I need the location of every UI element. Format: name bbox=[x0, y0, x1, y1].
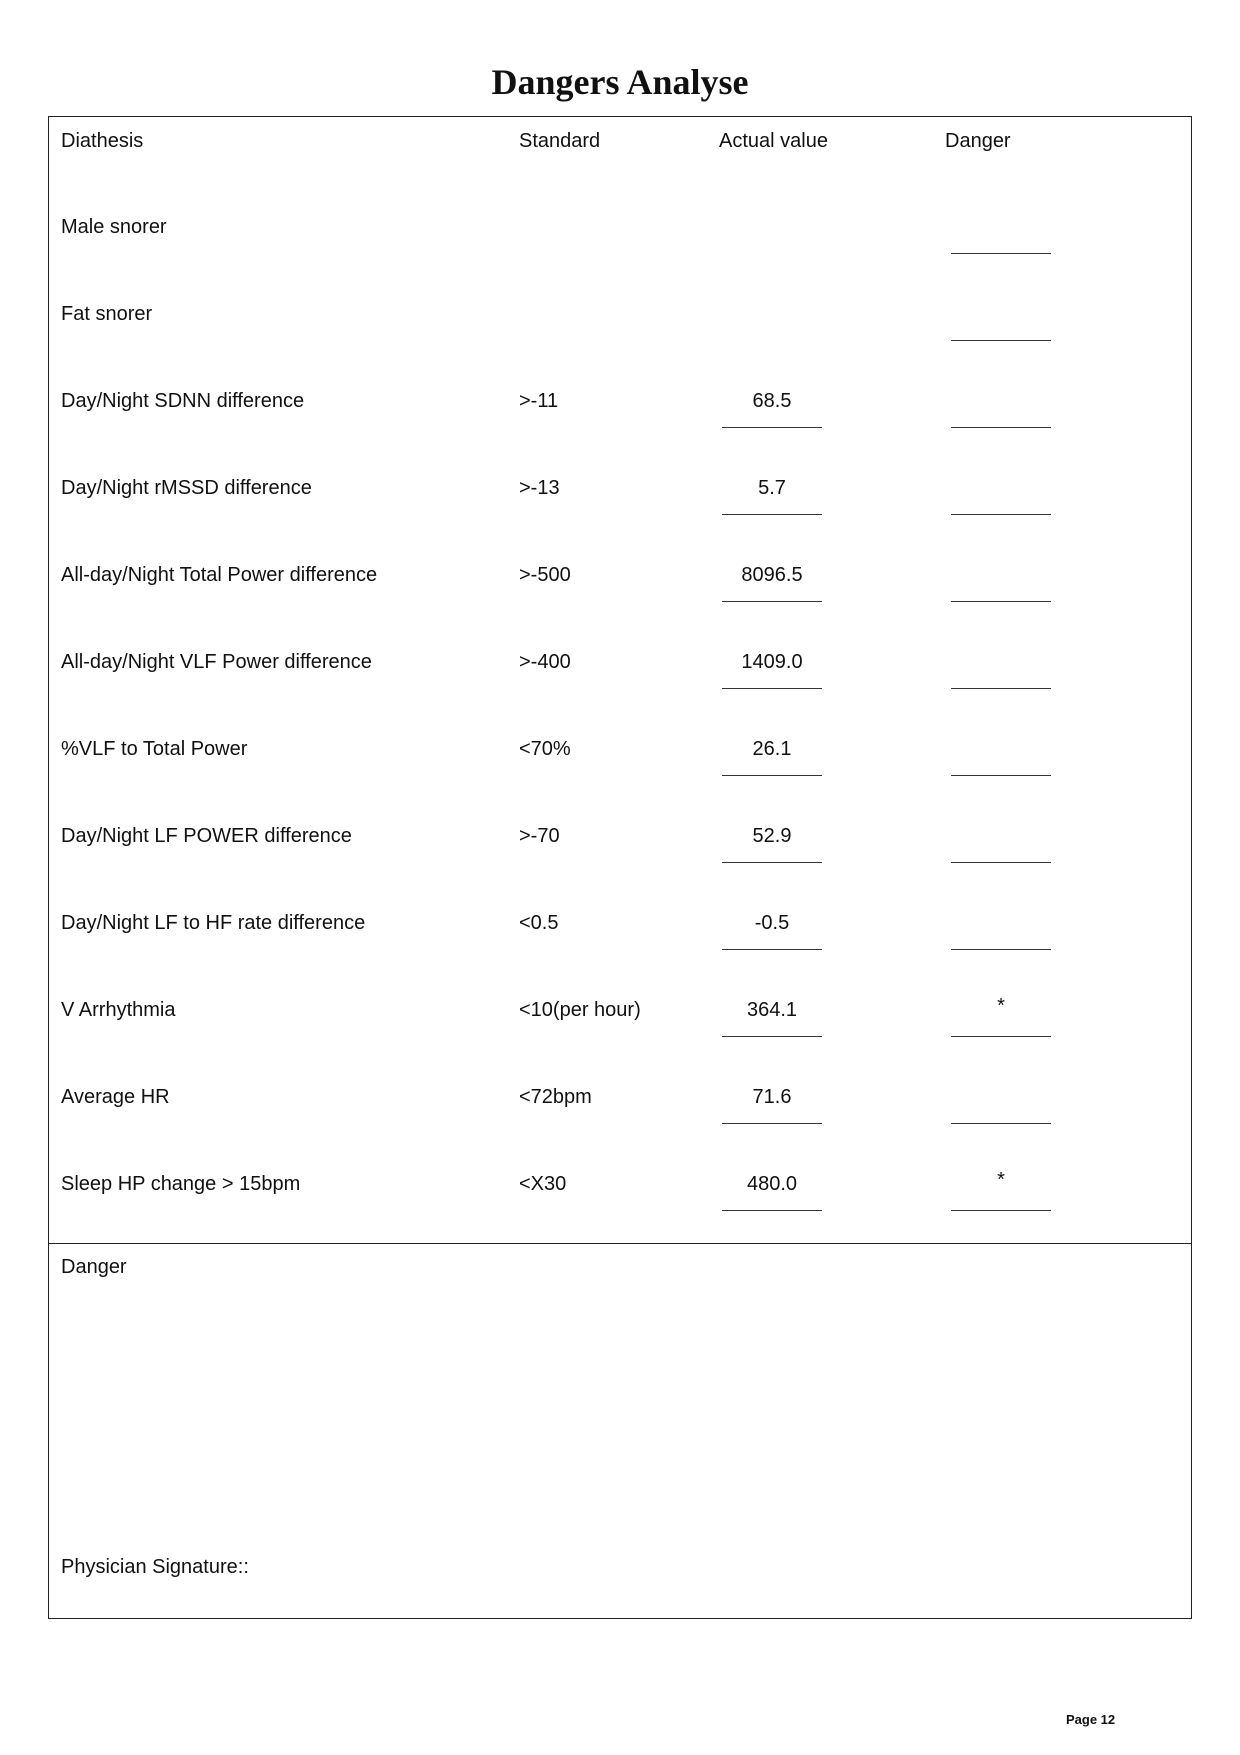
actual-value-underline bbox=[722, 775, 822, 776]
row-standard: <70% bbox=[519, 738, 571, 760]
row-actual-value: 480.0 bbox=[746, 1173, 798, 1195]
section-divider bbox=[49, 1243, 1191, 1244]
row-standard: >-400 bbox=[519, 651, 571, 673]
danger-underline bbox=[951, 688, 1051, 689]
row-standard: >-11 bbox=[519, 390, 559, 412]
danger-underline bbox=[951, 1036, 1051, 1037]
row-diathesis: %VLF to Total Power bbox=[61, 738, 248, 760]
row-diathesis: Average HR bbox=[61, 1086, 170, 1108]
actual-value-underline bbox=[722, 601, 822, 602]
row-standard: >-500 bbox=[519, 564, 571, 586]
row-standard: >-13 bbox=[519, 477, 560, 499]
header-actual-value: Actual value bbox=[719, 130, 828, 152]
row-diathesis: All-day/Night Total Power difference bbox=[61, 564, 378, 586]
row-diathesis: Day/Night LF to HF rate difference bbox=[61, 912, 366, 934]
header-danger: Danger bbox=[945, 130, 1011, 152]
row-diathesis: Day/Night LF POWER difference bbox=[61, 825, 352, 847]
danger-underline bbox=[951, 862, 1051, 863]
header-diathesis: Diathesis bbox=[61, 130, 144, 152]
row-standard: <0.5 bbox=[519, 912, 559, 934]
danger-underline bbox=[951, 514, 1051, 515]
danger-underline bbox=[951, 340, 1051, 341]
row-diathesis: Male snorer bbox=[61, 216, 167, 238]
danger-section-label: Danger bbox=[61, 1256, 127, 1278]
row-actual-value: 1409.0 bbox=[741, 651, 803, 673]
danger-underline bbox=[951, 253, 1051, 254]
actual-value-underline bbox=[722, 1210, 822, 1211]
row-standard: <10(per hour) bbox=[519, 999, 641, 1021]
row-diathesis: Fat snorer bbox=[61, 303, 153, 325]
actual-value-underline bbox=[722, 427, 822, 428]
danger-underline bbox=[951, 1210, 1051, 1211]
actual-value-underline bbox=[722, 949, 822, 950]
row-standard: <X30 bbox=[519, 1173, 567, 1195]
row-actual-value: 26.1 bbox=[752, 738, 792, 760]
row-diathesis: All-day/Night VLF Power difference bbox=[61, 651, 372, 673]
page-number: Page 12 bbox=[1066, 1712, 1116, 1727]
row-actual-value: 71.6 bbox=[752, 1086, 792, 1108]
row-standard: <72bpm bbox=[519, 1086, 592, 1108]
row-diathesis: Day/Night SDNN difference bbox=[61, 390, 305, 412]
actual-value-underline bbox=[722, 1036, 822, 1037]
danger-underline bbox=[951, 601, 1051, 602]
row-actual-value: 52.9 bbox=[752, 825, 792, 847]
danger-underline bbox=[951, 949, 1051, 950]
row-standard: >-70 bbox=[519, 825, 560, 847]
danger-underline bbox=[951, 1123, 1051, 1124]
analysis-table bbox=[48, 116, 1192, 1619]
row-actual-value: 8096.5 bbox=[741, 564, 803, 586]
actual-value-underline bbox=[722, 688, 822, 689]
actual-value-underline bbox=[722, 514, 822, 515]
page-title: Dangers Analyse bbox=[491, 62, 749, 102]
row-diathesis: V Arrhythmia bbox=[61, 999, 176, 1021]
row-actual-value: 68.5 bbox=[752, 390, 792, 412]
actual-value-underline bbox=[722, 1123, 822, 1124]
actual-value-underline bbox=[722, 862, 822, 863]
row-actual-value: 364.1 bbox=[746, 999, 798, 1021]
row-diathesis: Sleep HP change > 15bpm bbox=[61, 1173, 301, 1195]
row-danger-mark: * bbox=[997, 995, 1005, 1017]
row-danger-mark: * bbox=[997, 1169, 1005, 1191]
physician-signature-label: Physician Signature:: bbox=[61, 1556, 249, 1578]
row-diathesis: Day/Night rMSSD difference bbox=[61, 477, 312, 499]
danger-underline bbox=[951, 775, 1051, 776]
header-standard: Standard bbox=[519, 130, 601, 152]
row-actual-value: 5.7 bbox=[758, 477, 786, 499]
row-actual-value: -0.5 bbox=[754, 912, 790, 934]
danger-underline bbox=[951, 427, 1051, 428]
